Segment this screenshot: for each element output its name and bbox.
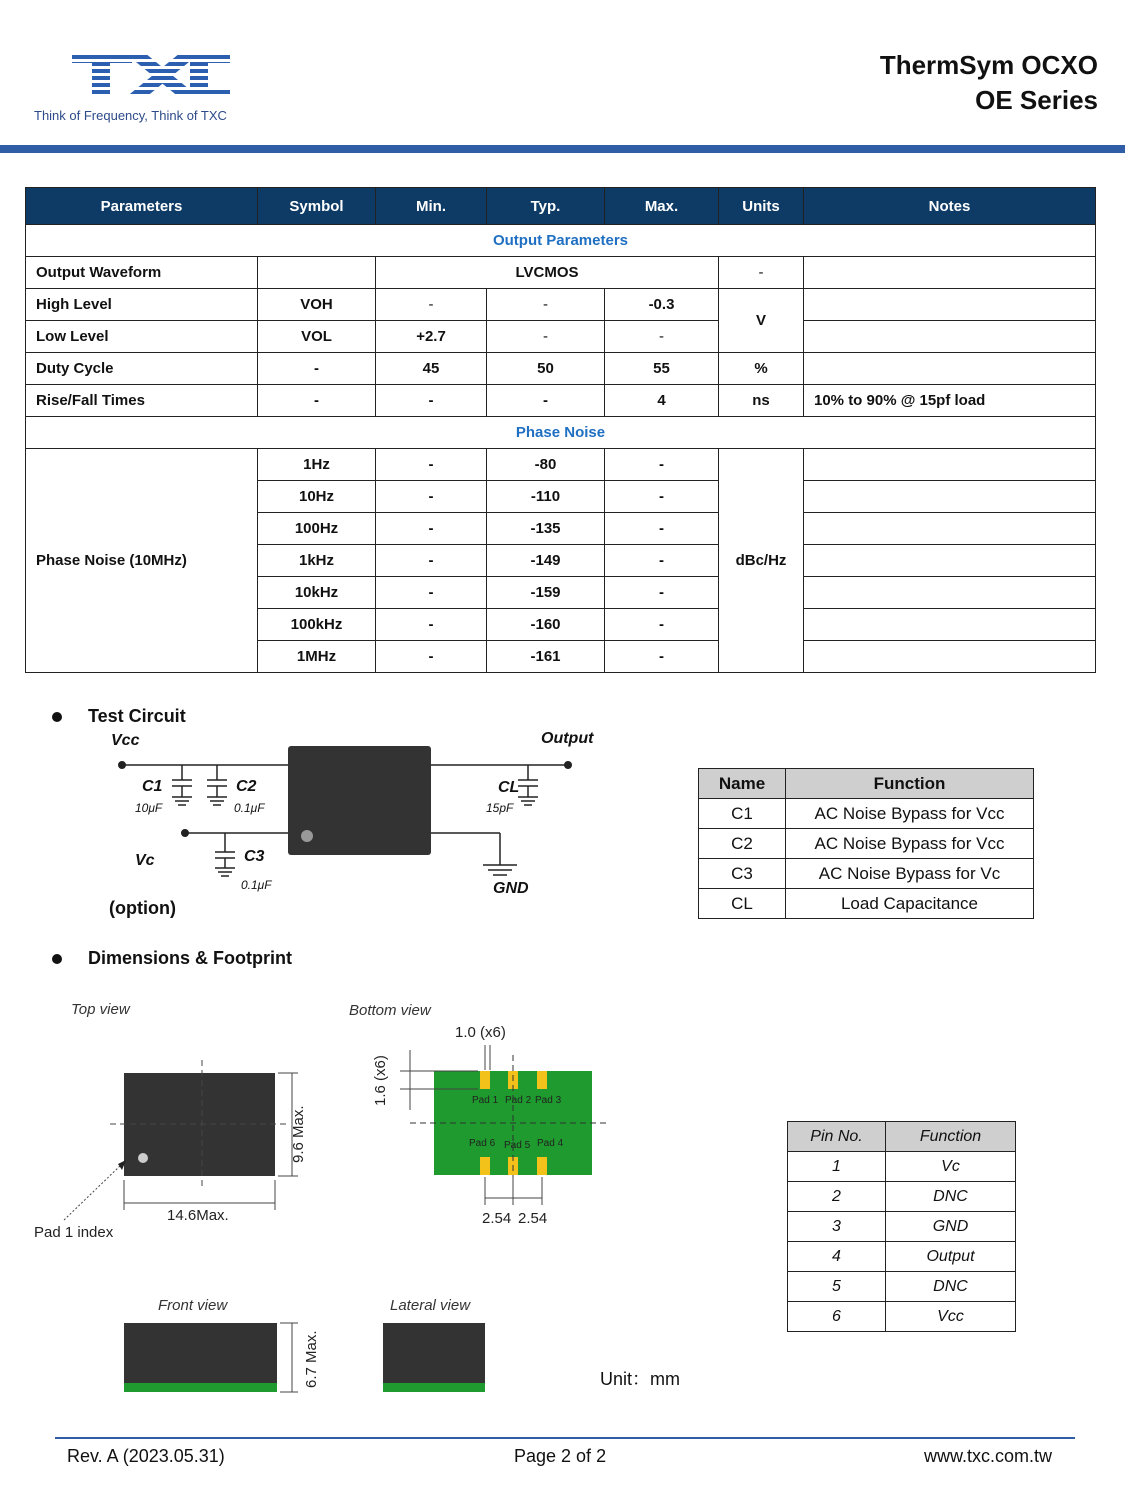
min-cell: - xyxy=(376,449,487,481)
typ-cell: - xyxy=(487,385,605,417)
pad-label: Pad 1 xyxy=(472,1095,499,1106)
pin-function: DNC xyxy=(886,1272,1016,1302)
output-label: Output xyxy=(541,730,594,747)
notes-cell: 10% to 90% @ 15pf load xyxy=(804,385,1096,417)
c2-value: 0.1μF xyxy=(234,801,265,815)
offset-cell: 1MHz xyxy=(258,641,376,673)
typ-cell: -161 xyxy=(487,641,605,673)
offset-cell: 10Hz xyxy=(258,481,376,513)
offset-cell: 1Hz xyxy=(258,449,376,481)
col-header: Function xyxy=(886,1122,1016,1152)
c3-value: 0.1μF xyxy=(241,878,272,892)
table-row xyxy=(26,257,1096,289)
bullet-icon xyxy=(52,712,62,722)
min-cell: - xyxy=(376,609,487,641)
bottom-view-label: Bottom view xyxy=(349,1002,431,1019)
units-cell: V xyxy=(719,289,804,353)
symbol-cell: - xyxy=(258,353,376,385)
table-row xyxy=(26,449,1096,481)
cl-value: 15pF xyxy=(486,801,514,815)
param-cell: Low Level xyxy=(26,321,258,353)
max-cell: - xyxy=(605,449,719,481)
min-cell: 45 xyxy=(376,353,487,385)
col-header: Name xyxy=(699,769,786,799)
typ-cell: 50 xyxy=(487,353,605,385)
table-row xyxy=(699,859,1034,889)
param-cell: Duty Cycle xyxy=(26,353,258,385)
name-cell: CL xyxy=(699,889,786,919)
symbol-cell: VOL xyxy=(258,321,376,353)
logo-tagline: Think of Frequency, Think of TXC xyxy=(34,108,227,123)
table-row xyxy=(26,289,1096,321)
bullet-icon xyxy=(52,954,62,964)
min-cell: +2.7 xyxy=(376,321,487,353)
table-row xyxy=(788,1152,1016,1182)
offset-cell: 100kHz xyxy=(258,609,376,641)
table-row xyxy=(699,799,1034,829)
col-header: Min. xyxy=(376,188,487,225)
section-test-circuit: Test Circuit xyxy=(88,706,186,726)
units-cell: - xyxy=(719,257,804,289)
units-cell: ns xyxy=(719,385,804,417)
pad-label: Pad 4 xyxy=(537,1138,564,1149)
param-cell: Output Waveform xyxy=(26,257,258,289)
col-header: Pin No. xyxy=(788,1122,886,1152)
c1-label: C1 xyxy=(142,778,163,795)
table-row xyxy=(699,829,1034,859)
min-cell: - xyxy=(376,385,487,417)
option-label: (option) xyxy=(109,898,176,918)
front-view-label: Front view xyxy=(158,1297,228,1314)
function-cell: AC Noise Bypass for Vcc xyxy=(786,799,1034,829)
col-header: Max. xyxy=(605,188,719,225)
typ-cell: - xyxy=(487,289,605,321)
min-cell: - xyxy=(376,289,487,321)
col-header: Typ. xyxy=(487,188,605,225)
min-cell: - xyxy=(376,513,487,545)
pin-number: 5 xyxy=(788,1272,886,1302)
typ-cell: -160 xyxy=(487,609,605,641)
value-cell: LVCMOS xyxy=(376,257,719,289)
symbol-cell: - xyxy=(258,385,376,417)
revision-text: Rev. A (2023.05.31) xyxy=(67,1446,225,1466)
pin-number: 6 xyxy=(788,1302,886,1332)
function-cell: Load Capacitance xyxy=(786,889,1034,919)
table-row xyxy=(788,1212,1016,1242)
max-cell: - xyxy=(605,609,719,641)
spec-table xyxy=(25,187,1096,673)
param-cell: Phase Noise (10MHz) xyxy=(26,449,258,673)
top-view-label: Top view xyxy=(71,1001,130,1018)
pin-function: DNC xyxy=(886,1182,1016,1212)
unit-label: Unit：mm xyxy=(600,1369,680,1389)
pin-function: Output xyxy=(886,1242,1016,1272)
pitch-dimension-1: 2.54 xyxy=(482,1210,512,1227)
offset-cell: 10kHz xyxy=(258,577,376,609)
pin-number: 4 xyxy=(788,1242,886,1272)
max-cell: -0.3 xyxy=(605,289,719,321)
typ-cell: -135 xyxy=(487,513,605,545)
typ-cell: -159 xyxy=(487,577,605,609)
table-row xyxy=(788,1182,1016,1212)
typ-cell: -110 xyxy=(487,481,605,513)
max-cell: - xyxy=(605,321,719,353)
pin-function: Vc xyxy=(886,1152,1016,1182)
col-header: Notes xyxy=(804,188,1096,225)
pin-number: 2 xyxy=(788,1182,886,1212)
table-row xyxy=(26,385,1096,417)
offset-cell: 1kHz xyxy=(258,545,376,577)
param-cell: High Level xyxy=(26,289,258,321)
pad-label: Pad 3 xyxy=(535,1095,562,1106)
header-divider xyxy=(0,145,1125,153)
section-title: Phase Noise xyxy=(26,417,1096,449)
min-cell: - xyxy=(376,641,487,673)
function-cell: AC Noise Bypass for Vcc xyxy=(786,829,1034,859)
name-cell: C1 xyxy=(699,799,786,829)
thickness-dimension: 6.7 Max. xyxy=(303,1330,320,1388)
max-cell: - xyxy=(605,481,719,513)
pad-height-dimension: 1.6 (x6) xyxy=(372,1055,389,1106)
pad1-index-label: Pad 1 index xyxy=(34,1224,114,1241)
test-circuit-diagram xyxy=(100,725,620,925)
pin-function-table xyxy=(787,1121,1016,1332)
max-cell: 4 xyxy=(605,385,719,417)
col-header: Function xyxy=(786,769,1034,799)
typ-cell: - xyxy=(487,321,605,353)
pad-label: Pad 6 xyxy=(469,1138,496,1149)
table-row xyxy=(26,353,1096,385)
lateral-view-label: Lateral view xyxy=(390,1297,471,1314)
table-row xyxy=(788,1272,1016,1302)
table-row xyxy=(788,1242,1016,1272)
c3-label: C3 xyxy=(244,848,265,865)
max-cell: - xyxy=(605,545,719,577)
name-cell: C2 xyxy=(699,829,786,859)
table-row xyxy=(26,321,1096,353)
spec-header-row xyxy=(26,188,1096,225)
capacitor-function-table xyxy=(698,768,1034,919)
typ-cell: -80 xyxy=(487,449,605,481)
table-row xyxy=(699,889,1034,919)
pad-label: Pad 2 xyxy=(505,1095,532,1106)
c1-value: 10μF xyxy=(135,801,163,815)
cl-label: CL xyxy=(498,779,520,796)
pad-label: Pad 5 xyxy=(504,1140,531,1151)
width-dimension: 14.6Max. xyxy=(167,1207,229,1224)
min-cell: - xyxy=(376,481,487,513)
vc-label: Vc xyxy=(135,852,155,869)
symbol-cell: VOH xyxy=(258,289,376,321)
doc-title: ThermSym OCXO xyxy=(879,50,1098,80)
table-row xyxy=(788,1302,1016,1332)
doc-subtitle: OE Series xyxy=(975,85,1098,115)
website-link[interactable]: www.txc.com.tw xyxy=(924,1446,1053,1466)
typ-cell: -149 xyxy=(487,545,605,577)
units-cell: % xyxy=(719,353,804,385)
pin-number: 1 xyxy=(788,1152,886,1182)
min-cell: - xyxy=(376,577,487,609)
height-dimension: 9.6 Max. xyxy=(290,1105,307,1163)
max-cell: - xyxy=(605,577,719,609)
pin-number: 3 xyxy=(788,1212,886,1242)
section-title: Output Parameters xyxy=(26,225,1096,257)
page-number: Page 2 of 2 xyxy=(514,1446,607,1466)
min-cell: - xyxy=(376,545,487,577)
max-cell: - xyxy=(605,513,719,545)
col-header: Symbol xyxy=(258,188,376,225)
gnd-label: GND xyxy=(493,880,529,897)
pin-function: Vcc xyxy=(886,1302,1016,1332)
pitch-dimension-2: 2.54 xyxy=(518,1210,548,1227)
offset-cell: 100Hz xyxy=(258,513,376,545)
vcc-label: Vcc xyxy=(111,732,140,749)
col-header: Parameters xyxy=(26,188,258,225)
pin-function: GND xyxy=(886,1212,1016,1242)
footer-divider xyxy=(55,1437,1075,1439)
bottom-view-drawing xyxy=(360,1040,620,1210)
max-cell: - xyxy=(605,641,719,673)
section-dimensions: Dimensions & Footprint xyxy=(88,948,292,968)
units-cell: dBc/Hz xyxy=(719,449,804,673)
pad-width-dimension: 1.0 (x6) xyxy=(455,1024,506,1041)
param-cell: Rise/Fall Times xyxy=(26,385,258,417)
max-cell: 55 xyxy=(605,353,719,385)
name-cell: C3 xyxy=(699,859,786,889)
col-header: Units xyxy=(719,188,804,225)
function-cell: AC Noise Bypass for Vc xyxy=(786,859,1034,889)
c2-label: C2 xyxy=(236,778,257,795)
